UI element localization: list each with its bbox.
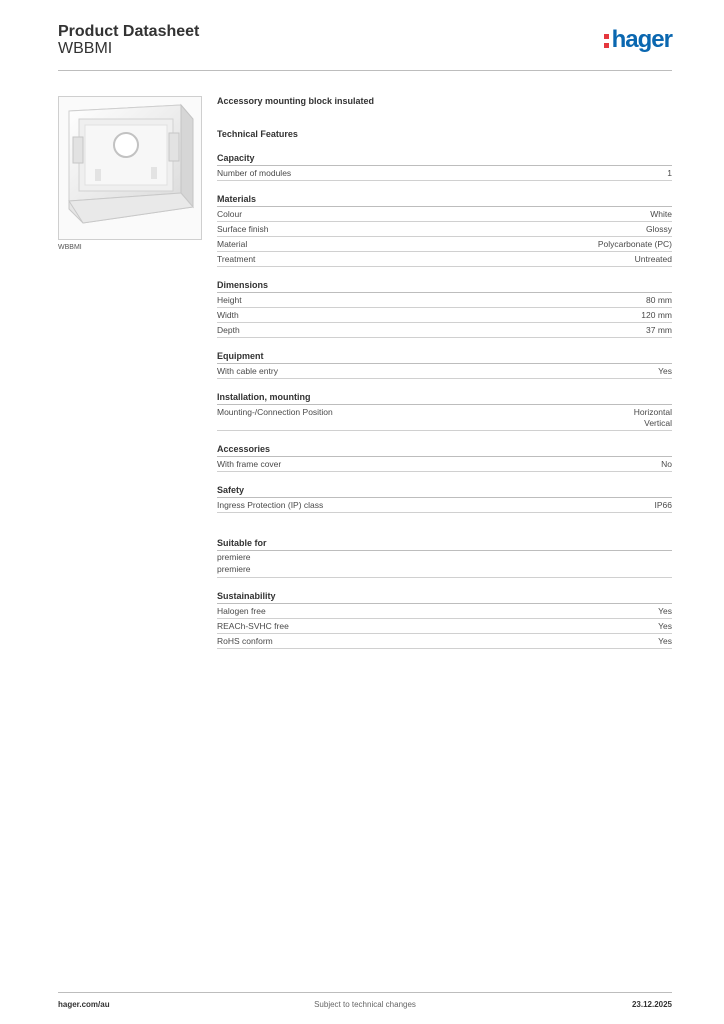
spec-value xyxy=(634,407,672,429)
spec-value: 80 mm xyxy=(646,295,672,305)
group-suitable-for xyxy=(217,537,672,578)
group-dimensions xyxy=(217,279,672,338)
spec-label: With frame cover xyxy=(217,459,282,469)
spec-row xyxy=(217,364,672,379)
technical-features-heading: Technical Features xyxy=(217,129,298,139)
spec-row xyxy=(217,308,672,323)
group-title: Sustainability xyxy=(217,590,672,604)
group-title: Accessories xyxy=(217,443,672,457)
hager-logo xyxy=(604,26,672,54)
mounting-block-illustration xyxy=(59,97,201,239)
spec-row xyxy=(217,166,672,181)
group-safety xyxy=(217,484,672,513)
page-footer xyxy=(58,992,672,1017)
spec-row xyxy=(217,252,672,267)
group-title: Equipment xyxy=(217,350,672,364)
spec-row xyxy=(217,634,672,649)
group-title: Safety xyxy=(217,484,672,498)
suitable-list xyxy=(217,551,672,578)
spec-value: Polycarbonate (PC) xyxy=(597,239,672,249)
spec-label: Ingress Protection (IP) class xyxy=(217,500,324,510)
spec-value: IP66 xyxy=(654,500,672,510)
spec-value: 1 xyxy=(667,168,672,178)
spec-label: Halogen free xyxy=(217,606,266,616)
spec-value: 120 mm xyxy=(641,310,672,320)
spec-label: Material xyxy=(217,239,248,249)
spec-row xyxy=(217,498,672,513)
spec-row xyxy=(217,222,672,237)
spec-value: 37 mm xyxy=(646,325,672,335)
spec-label: RoHS conform xyxy=(217,636,273,646)
group-sustainability xyxy=(217,590,672,649)
spec-value: Yes xyxy=(658,366,672,376)
list-item: premiere xyxy=(217,564,251,574)
spec-label: With cable entry xyxy=(217,366,278,376)
spec-label: Width xyxy=(217,310,239,320)
value-line: Vertical xyxy=(644,418,672,428)
logo-dots-icon xyxy=(604,31,610,49)
document-title: Product Datasheet xyxy=(58,23,200,40)
page-header xyxy=(58,20,672,71)
spec-value: Untreated xyxy=(634,254,672,264)
product-code: WBBMI xyxy=(58,40,113,57)
spec-label: Number of modules xyxy=(217,168,292,178)
spec-row xyxy=(217,619,672,634)
group-materials xyxy=(217,193,672,267)
footer-website-link[interactable]: hager.com/au xyxy=(58,1000,110,1009)
group-capacity xyxy=(217,152,672,181)
spec-label: Surface finish xyxy=(217,224,269,234)
spec-label: Treatment xyxy=(217,254,256,264)
group-installation xyxy=(217,391,672,431)
spec-value: Yes xyxy=(658,636,672,646)
spec-row xyxy=(217,457,672,472)
image-caption: WBBMI xyxy=(58,244,82,251)
spec-label: Colour xyxy=(217,209,243,219)
product-image xyxy=(58,96,202,240)
spec-value: Glossy xyxy=(646,224,672,234)
group-equipment xyxy=(217,350,672,379)
spec-row xyxy=(217,405,672,431)
spec-row xyxy=(217,323,672,338)
spec-value: No xyxy=(661,459,672,469)
group-title: Materials xyxy=(217,193,672,207)
group-accessories xyxy=(217,443,672,472)
spec-label: Mounting-/Connection Position xyxy=(217,407,333,417)
value-line: Horizontal xyxy=(633,407,672,417)
spec-label: REACh-SVHC free xyxy=(217,621,289,631)
spec-label: Depth xyxy=(217,325,240,335)
spec-content xyxy=(217,94,672,649)
group-title: Capacity xyxy=(217,152,672,166)
spec-row xyxy=(217,604,672,619)
logo-text: hager xyxy=(611,26,672,53)
group-title: Installation, mounting xyxy=(217,391,672,405)
group-title: Suitable for xyxy=(217,537,672,551)
spec-label: Height xyxy=(217,295,242,305)
footer-notice: Subject to technical changes xyxy=(314,1000,416,1009)
spec-value: Yes xyxy=(658,621,672,631)
spec-row xyxy=(217,207,672,222)
group-title: Dimensions xyxy=(217,279,672,293)
footer-date: 23.12.2025 xyxy=(631,1000,672,1009)
spec-row xyxy=(217,237,672,252)
spec-value: White xyxy=(650,209,672,219)
spec-row xyxy=(217,293,672,308)
product-name: Accessory mounting block insulated xyxy=(217,96,375,106)
list-item: premiere xyxy=(217,552,251,562)
spec-value: Yes xyxy=(658,606,672,616)
